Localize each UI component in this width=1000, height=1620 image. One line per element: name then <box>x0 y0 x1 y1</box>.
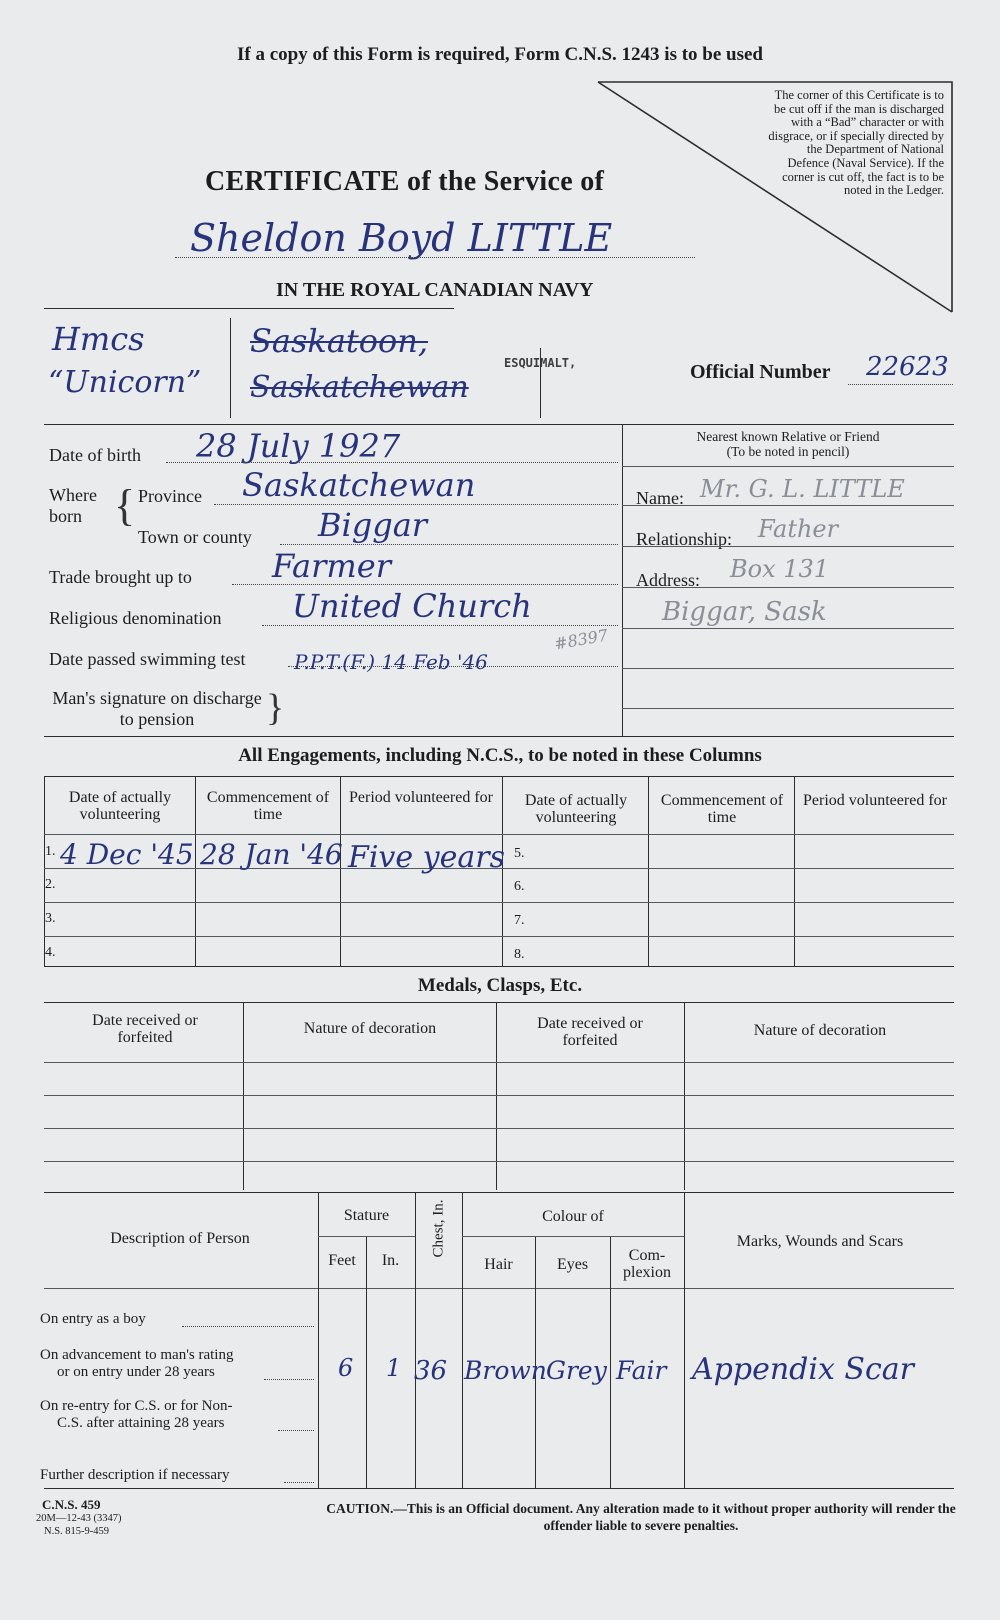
medals-row-1 <box>44 1062 954 1063</box>
row-boy-label: On entry as a boy <box>40 1311 146 1327</box>
row-further-dots <box>284 1482 314 1483</box>
province-value: Saskatchewan <box>242 466 476 504</box>
engagements-bottom <box>44 966 954 967</box>
trade-value: Farmer <box>272 547 391 585</box>
personal-bottom-border <box>44 736 954 737</box>
swim-value: P.P.T.(F.) 14 Feb '46 <box>294 650 488 674</box>
struck-ship-1: Saskatoon, <box>250 322 429 360</box>
relative-subheading: (To be noted in pencil) <box>726 444 850 459</box>
eng-num-3: 3. <box>45 911 56 926</box>
official-number-label: Official Number <box>690 361 831 383</box>
eng-num-8: 8. <box>514 947 525 962</box>
medals-row-4 <box>44 1161 954 1162</box>
relative-row-6 <box>622 708 954 709</box>
eng-row-4 <box>44 936 954 937</box>
row-reentry-dots <box>278 1430 314 1431</box>
eng-header-period-right: Period volunteered for <box>803 792 947 809</box>
ships-divider-1 <box>230 318 231 418</box>
esquimalt-stamp: ESQUIMALT, <box>504 356 577 370</box>
chest-heading: Chest, In. <box>430 1199 447 1258</box>
eng-num-5: 5. <box>514 846 525 861</box>
eng-num-6: 6. <box>514 879 525 894</box>
eng-col-1 <box>44 776 45 966</box>
relative-row-1 <box>622 505 954 506</box>
province-dotline <box>214 504 618 505</box>
relative-name-label: Name: <box>636 488 684 508</box>
navy-subtitle: IN THE ROYAL CANADIAN NAVY <box>276 279 594 301</box>
town-value: Biggar <box>318 506 428 544</box>
certificate-title: CERTIFICATE of the Service of <box>205 166 605 197</box>
row-reentry-label-2: C.S. after attaining 28 years <box>57 1415 225 1431</box>
ships-top-border <box>44 308 454 309</box>
value-chest: 36 <box>414 1356 448 1386</box>
desc-col-feet-end <box>366 1236 367 1488</box>
engagements-heading: All Engagements, including N.C.S., to be noted in these Columns <box>238 745 762 766</box>
desc-header-rule <box>44 1288 954 1289</box>
value-hair: Brown <box>464 1356 547 1385</box>
desc-col-eyes-end <box>610 1236 611 1488</box>
value-feet: 6 <box>338 1354 354 1382</box>
row-man-dots <box>264 1379 314 1380</box>
inches-heading: In. <box>381 1252 400 1269</box>
value-marks: Appendix Scar <box>692 1352 914 1387</box>
dob-value: 28 July 1927 <box>196 427 401 465</box>
row-reentry-label-1: On re-entry for C.S. or for Non- <box>40 1398 233 1414</box>
medals-row-2 <box>44 1095 954 1096</box>
trade-label: Trade brought up to <box>49 567 192 587</box>
eng-num-7: 7. <box>514 913 525 928</box>
official-number-dotline <box>848 384 953 385</box>
form-id: C.N.S. 459 <box>42 1497 101 1512</box>
value-complexion: Fair <box>616 1356 667 1385</box>
eng-num-4: 4. <box>45 945 56 960</box>
relative-name-value: Mr. G. L. LITTLE <box>700 475 905 503</box>
stature-sub-rule <box>318 1236 415 1237</box>
relationship-value: Father <box>758 515 839 543</box>
complexion-heading: Com- plexion <box>623 1247 671 1281</box>
feet-heading: Feet <box>328 1252 356 1269</box>
eng-num-1: 1. <box>45 844 56 859</box>
relative-row-4 <box>622 628 954 629</box>
ns-code: N.S. 815-9-459 <box>44 1526 110 1537</box>
name-dotted-line <box>175 257 695 258</box>
personal-relative-divider <box>622 424 623 736</box>
marks-heading: Marks, Wounds and Scars <box>736 1233 904 1250</box>
print-code: 20M—12-43 (3347) <box>36 1513 122 1524</box>
eng-header-date-right: Date of actually volunteering <box>524 792 628 826</box>
eng-entry-date: 4 Dec '45 <box>60 838 194 871</box>
value-inches: 1 <box>386 1354 402 1382</box>
trade-dotline <box>232 584 618 585</box>
eng-col-3 <box>340 776 341 966</box>
relative-row-3 <box>622 587 954 588</box>
medals-top <box>44 1002 954 1003</box>
ship-line-2: “Unicorn” <box>48 365 202 400</box>
row-man-label-2: or on entry under 28 years <box>57 1364 215 1380</box>
medals-header-nature-right: Nature of decoration <box>753 1022 887 1039</box>
eyes-heading: Eyes <box>556 1256 589 1273</box>
religion-label: Religious denomination <box>49 608 222 628</box>
eng-header-commence-left: Commencement of time <box>206 789 330 823</box>
dob-dotline <box>166 462 618 463</box>
eng-col-6 <box>794 776 795 966</box>
eng-col-5 <box>648 776 649 966</box>
religion-value: United Church <box>292 587 532 625</box>
where-born-brace: { <box>114 481 136 530</box>
relative-heading-rule <box>622 466 954 467</box>
desc-col-in-end <box>415 1192 416 1488</box>
eng-col-2 <box>195 776 196 966</box>
medals-header-date-right: Date received or forfeited <box>537 1015 643 1049</box>
desc-heading: Description of Person <box>110 1230 250 1247</box>
stature-heading: Stature <box>343 1207 390 1224</box>
eng-header-commence-right: Commencement of time <box>660 792 784 826</box>
eng-entry-commence: 28 Jan '46 <box>200 838 343 871</box>
eng-row-1 <box>44 834 954 835</box>
eng-header-date-left: Date of actually volunteering <box>68 789 172 823</box>
where-born-label: Where born <box>49 485 97 526</box>
address-line-2: Biggar, Sask <box>662 597 827 627</box>
caution-text: CAUTION.—This is an Official document. Any alteration made to it without proper authority will render the offender liable to severe penalties. <box>326 1501 956 1533</box>
desc-bottom <box>44 1488 954 1489</box>
town-dotline <box>280 544 618 545</box>
sailor-name: Sheldon Boyd LITTLE <box>190 216 613 260</box>
ship-line-1: Hmcs <box>52 320 145 358</box>
colour-of-heading: Colour of <box>542 1208 604 1225</box>
relative-row-2 <box>622 546 954 547</box>
swim-label: Date passed swimming test <box>49 649 246 669</box>
town-label: Town or county <box>138 527 252 547</box>
personal-top-border <box>44 424 954 425</box>
province-label: Province <box>138 486 202 506</box>
colour-sub-rule <box>462 1236 684 1237</box>
swim-ref: #8397 <box>552 625 610 654</box>
swim-dotline <box>288 666 618 667</box>
medals-row-3 <box>44 1128 954 1129</box>
official-number-value: 22623 <box>866 352 949 382</box>
address-line-1: Box 131 <box>730 555 830 583</box>
row-man-label-1: On advancement to man's rating <box>40 1347 234 1363</box>
desc-top <box>44 1192 954 1193</box>
medals-header-nature-left: Nature of decoration <box>303 1020 437 1037</box>
eng-row-3 <box>44 902 954 903</box>
corner-note: The corner of this Certificate is to be cut off if the man is discharged with a “Bad” character or with disgrace, or if specially directed by the Department of National Defence (Naval Service). If the corner is cut off, the fact is to be noted in the Ledger. <box>768 88 944 198</box>
relative-row-5 <box>622 668 954 669</box>
medals-header-date-left: Date received or forfeited <box>92 1012 198 1046</box>
hair-heading: Hair <box>484 1256 513 1273</box>
relationship-label: Relationship: <box>636 529 732 549</box>
signature-label: Man's signature on discharge to pension <box>52 688 262 729</box>
eng-entry-period: Five years <box>348 840 505 875</box>
value-eyes: Grey <box>546 1356 607 1385</box>
engagements-top <box>44 776 954 777</box>
address-label: Address: <box>636 570 700 590</box>
struck-ship-2: Saskatchewan <box>250 370 469 405</box>
desc-col-complexion-end <box>684 1192 685 1488</box>
relative-heading: Nearest known Relative or Friend <box>696 429 880 444</box>
signature-brace: } <box>266 687 285 729</box>
dob-label: Date of birth <box>49 445 141 465</box>
medals-heading: Medals, Clasps, Etc. <box>417 975 583 996</box>
form-notice: If a copy of this Form is required, Form C.N.S. 1243 is to be used <box>236 44 764 65</box>
row-boy-dots <box>182 1326 314 1327</box>
row-further-label: Further description if necessary <box>40 1467 230 1483</box>
religion-dotline <box>262 625 618 626</box>
eng-num-2: 2. <box>45 877 56 892</box>
eng-header-period-left: Period volunteered for <box>349 789 493 806</box>
